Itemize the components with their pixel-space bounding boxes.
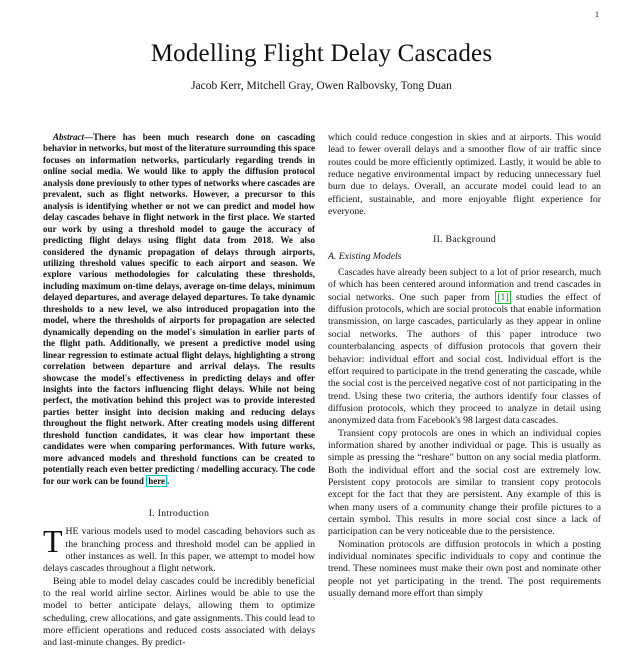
introduction-heading: I. Introduction xyxy=(148,508,210,520)
introduction-paragraph-1 xyxy=(43,523,315,575)
abstract-end: . xyxy=(167,475,170,486)
citation-1[interactable]: [1] xyxy=(497,291,509,303)
abstract-dash: — xyxy=(84,132,94,142)
introduction-paragraph-2: Being able to model delay cascades could be incredibly beneficial to the real world airline sector. Airlines would be able to use the model to better anticipate delays, allowing them to optimize scheduling, crew allocations, and gate assignments. This could lead to more efficient operations and reduced costs associated with delays and last-minute changes. By predict- xyxy=(43,575,315,649)
bg-p1-end: studies the effect of diffusion protocols, which are social protocols that enable information transmission, on large cascades, particularly as they appear in online social networks. The authors of this paper introduce two counterbalancing aspects of diffusion protocols that govern their behavior: individual effort and social cost. Individual effort is the effort required to participate in the trend generating the cascade, while the social cost is the perceived negative cost of not participating in the trend. Using these two criteria, the authors identify four classes of diffusion protocols, which they proceed to analyze in detail using anonymized data from Facebook's 98 largest data cascades. xyxy=(328,291,602,427)
paper-title: Modelling Flight Delay Cascades xyxy=(150,40,493,67)
paper-authors: Jacob Kerr, Mitchell Gray, Owen Ralbovsky, Tong Duan xyxy=(191,80,452,92)
page-number: 1 xyxy=(595,10,599,19)
code-link[interactable]: here xyxy=(148,475,166,486)
dropcap: T xyxy=(43,523,63,560)
introduction-p1-text: HE various models used to model cascading behaviors such as the branching process and threshold model can be applied in other instances as well. In this paper, we attempt to model how delays cascades throughout a flight network. xyxy=(43,526,315,575)
abstract xyxy=(43,132,315,487)
background-paragraph-1 xyxy=(328,267,601,427)
left-column xyxy=(43,132,315,650)
background-paragraph-3: Nomination protocols are diffusion protocols in which a posting individual nominates specific individuals to copy and continue the trend. These nominees must make their own post and nominate other people not yet participating in the trend. The post requirements usually demand more effort than simply xyxy=(328,538,601,600)
bg-p1-start: Cascades have already been subject to a lot of prior research, much of which has been centered around information and trend cascades in social networks. One such paper from xyxy=(328,267,601,303)
continuation-paragraph: which could reduce congestion in skies and at airports. This would lead to fewer overall delays and a smoother flow of air traffic since routes could be more efficiently optimized. Lastly, it would be able to reduce negative environmental impact by reducing unnecessary fuel burn due to delays. Overall, an accurate model could lead to an efficient, sustainable, and more enjoyable flight experience for everyone. xyxy=(328,132,601,218)
existing-models-heading: A. Existing Models xyxy=(328,250,402,262)
background-heading: II. Background xyxy=(433,234,496,246)
background-paragraph-2: Transient copy protocols are ones in which an individual copies information shared by another individual or page. This is usually as simple as pressing the “reshare” button on any social media platform. Both the individual effort and the social cost are extremely low. Persistent copy protocols are similar to transient copy protocols except for the fact that they are persistent. Any example of this is when many users of a community change their profile pictures to a certain symbol. This results in more social cost since a lack of participation can be very noticeable due to the persistence. xyxy=(328,427,601,538)
abstract-text: There has been much research done on cascading behavior in networks, but most of the literature surrounding this space focuses on information networks, particularly regarding trends in online social media. We would like to apply the diffusion protocol analysis done previously to other types of networks where cascades are prevalent, such as flight networks. However, a precursor to this analysis is identifying whether or not we can predict and model how delay cascades behave in flight network in the first place. We started our work by using a threshold model to gauge the accuracy of predicting flight delays using flight data from 2018. We also considered the dynamic propagation of delays through airports, utilizing threshold values specific to each airport and season. We explore various methodologies for calculating these thresholds, including maximum on-time delays, average on-time delays, minimum delayed departures, and average delayed departures. To take dynamic thresholds to a new level, we also introduced propagation into the model, where the thresholds of airports for propagation are selected dynamically depending on the model's simulation in earlier parts of the flight path. Additionally, we present a predictive model using linear regression to estimate actual flight delays, highlighting a strong correlation between departure and arrival delays. The results showcase the model's effectiveness in predicting delays and offer insights into the factors influencing flight delays. While not being perfect, the motivation behind this project was to provide interested parties better insight into decision making and reducing delays throughout the flight network. After creating models using different threshold function candidates, it was clear how important these candidates were when comparing performances. With future works, more advanced models and threshold functions can be created to potentially reach even better predicting / modelling accuracy. The code for our work can be found xyxy=(43,132,315,486)
abstract-label: Abstract xyxy=(53,132,85,142)
right-column xyxy=(328,132,601,600)
